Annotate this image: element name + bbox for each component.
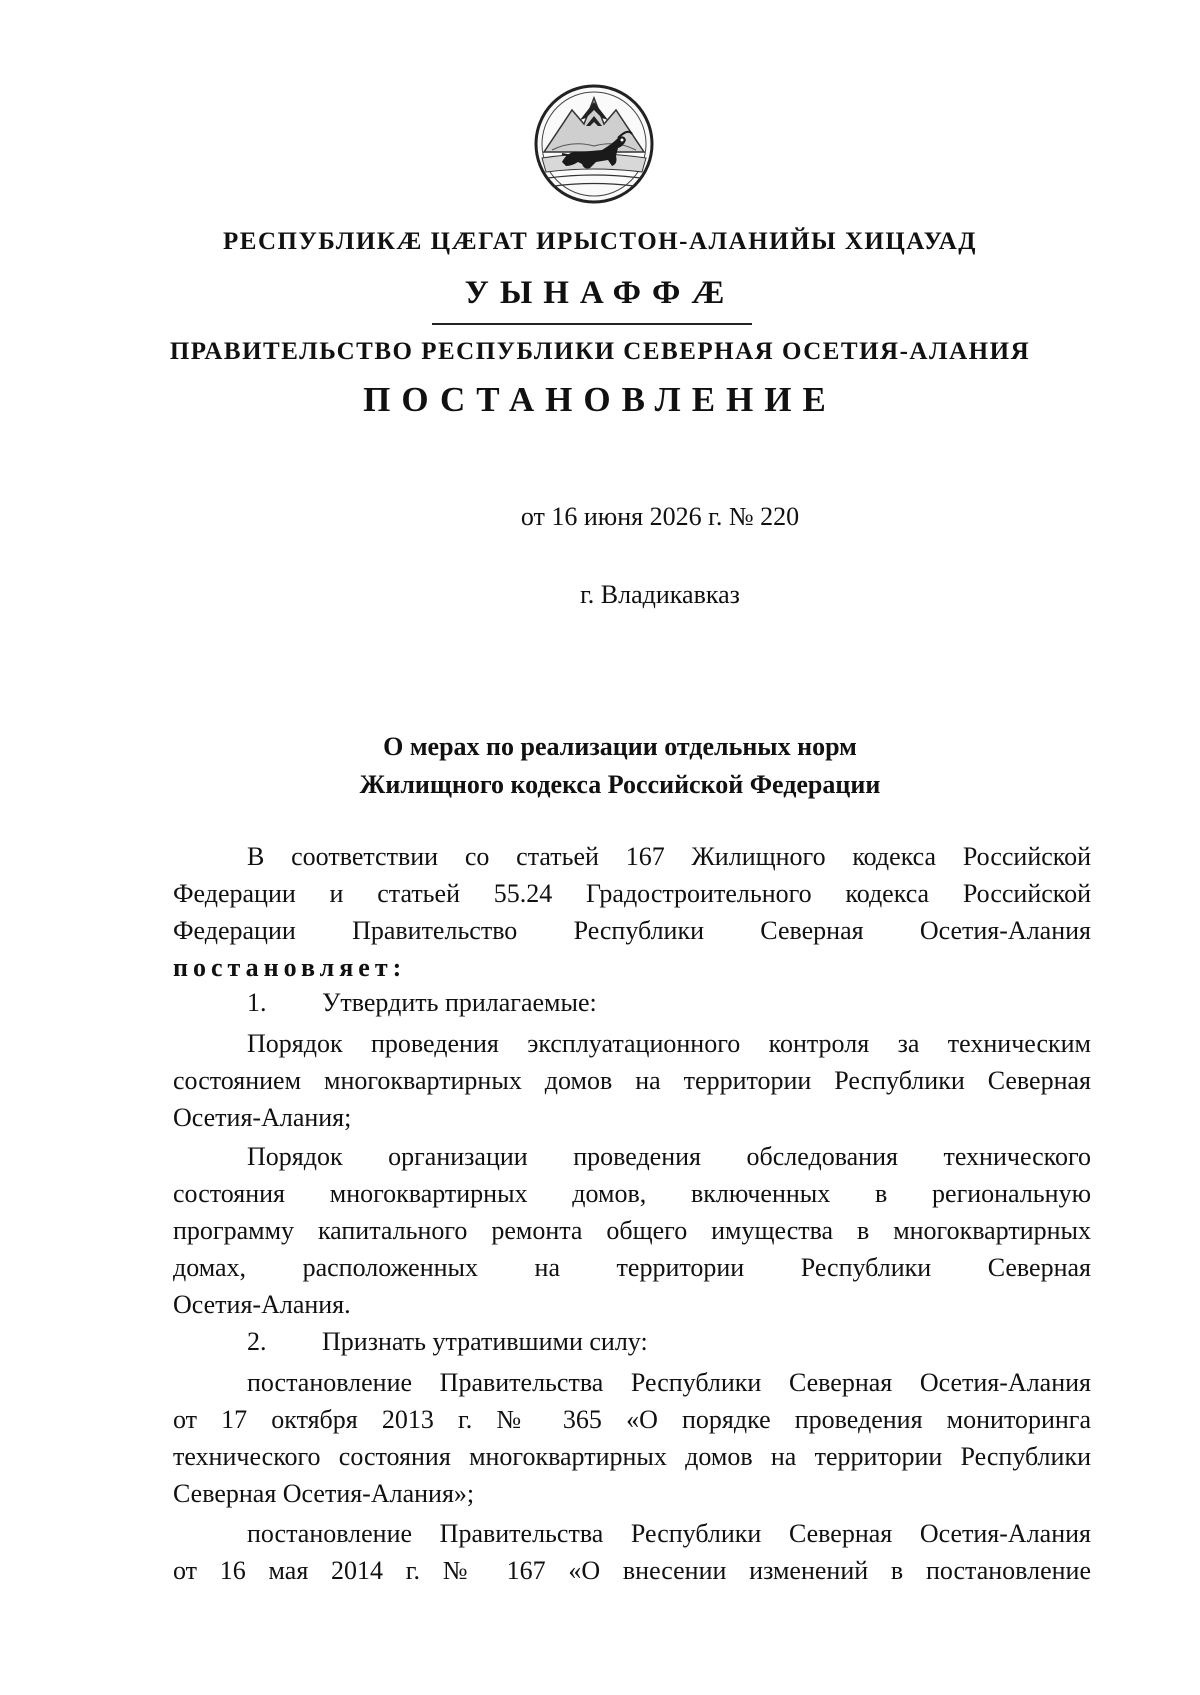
item-paragraph xyxy=(173,1364,1091,1512)
item-heading xyxy=(247,988,597,1018)
paragraph-line: домах, расположенных на территории Республики Северная xyxy=(173,1253,1091,1282)
paragraph-line: состояния многоквартирных домов, включенных в региональную xyxy=(173,1179,1091,1208)
item-paragraph xyxy=(173,1515,1091,1589)
document-city: г. Владикавказ xyxy=(580,580,740,609)
paragraph-line: состоянием многоквартирных домов на территории Республики Северная xyxy=(173,1066,1091,1095)
preamble-line: В соответствии со статьей 167 Жилищного кодекса Российской xyxy=(247,842,1091,871)
paragraph-line: Порядок проведения эксплуатационного контроля за техническим xyxy=(247,1029,1091,1058)
russian-doc-type: ПОСТАНОВЛЕНИЕ xyxy=(363,380,837,419)
paragraph-line: Северная Осетия-Алания»; xyxy=(173,1479,475,1508)
russian-authority-heading: ПРАВИТЕЛЬСТВО РЕСПУБЛИКИ СЕВЕРНАЯ ОСЕТИЯ-АЛАНИЯ xyxy=(169,338,1031,365)
item-number: 2. xyxy=(247,1327,267,1356)
title-line: Жилищного кодекса Российской Федерации xyxy=(359,770,881,799)
ossetian-authority-heading: РЕСПУБЛИКӔ ЦӔГАТ ИРЫСТОН-АЛАНИЙЫ ХИЦАУАД xyxy=(223,228,977,255)
paragraph-line: Осетия-Алания; xyxy=(173,1103,352,1132)
preamble xyxy=(173,838,1091,986)
paragraph-line: постановление Правительства Республики Северная Осетия-Алания xyxy=(247,1368,1091,1397)
preamble-line: Федерации Правительство Республики Северная Осетия-Алания xyxy=(173,916,1091,945)
coat-of-arms-emblem xyxy=(532,80,656,210)
header-divider xyxy=(432,323,752,325)
paragraph-line: программу капитального ремонта общего имущества в многоквартирных xyxy=(173,1216,1091,1245)
item-heading-text: Признать утратившими силу: xyxy=(322,1327,648,1356)
paragraph-line: от 17 октября 2013 г. № 365 «О порядке проведения мониторинга xyxy=(173,1405,1091,1434)
paragraph-line: Осетия-Алания. xyxy=(173,1290,351,1319)
item-paragraph xyxy=(173,1138,1091,1323)
preamble-line: Федерации и статьей 55.24 Градостроительного кодекса Российской xyxy=(173,879,1091,908)
decree-word: постановляет: xyxy=(173,953,407,982)
item-heading-text: Утвердить прилагаемые: xyxy=(322,988,597,1017)
document-date-number: от 16 июня 2026 г. № 220 xyxy=(520,502,800,531)
item-paragraph xyxy=(173,1025,1091,1136)
paragraph-line: от 16 мая 2014 г. № 167 «О внесении изменений в постановление xyxy=(173,1556,1091,1585)
item-number: 1. xyxy=(247,988,267,1017)
paragraph-line: постановление Правительства Республики Северная Осетия-Алания xyxy=(247,1519,1091,1548)
paragraph-line: Порядок организации проведения обследования технического xyxy=(247,1142,1091,1171)
title-line: О мерах по реализации отдельных норм xyxy=(383,732,857,761)
item-heading xyxy=(247,1327,648,1357)
ossetian-doc-type: УЫНАФФӔ xyxy=(464,275,736,311)
paragraph-line: технического состояния многоквартирных домов на территории Республики xyxy=(173,1442,1091,1471)
document-title xyxy=(20,728,1200,804)
